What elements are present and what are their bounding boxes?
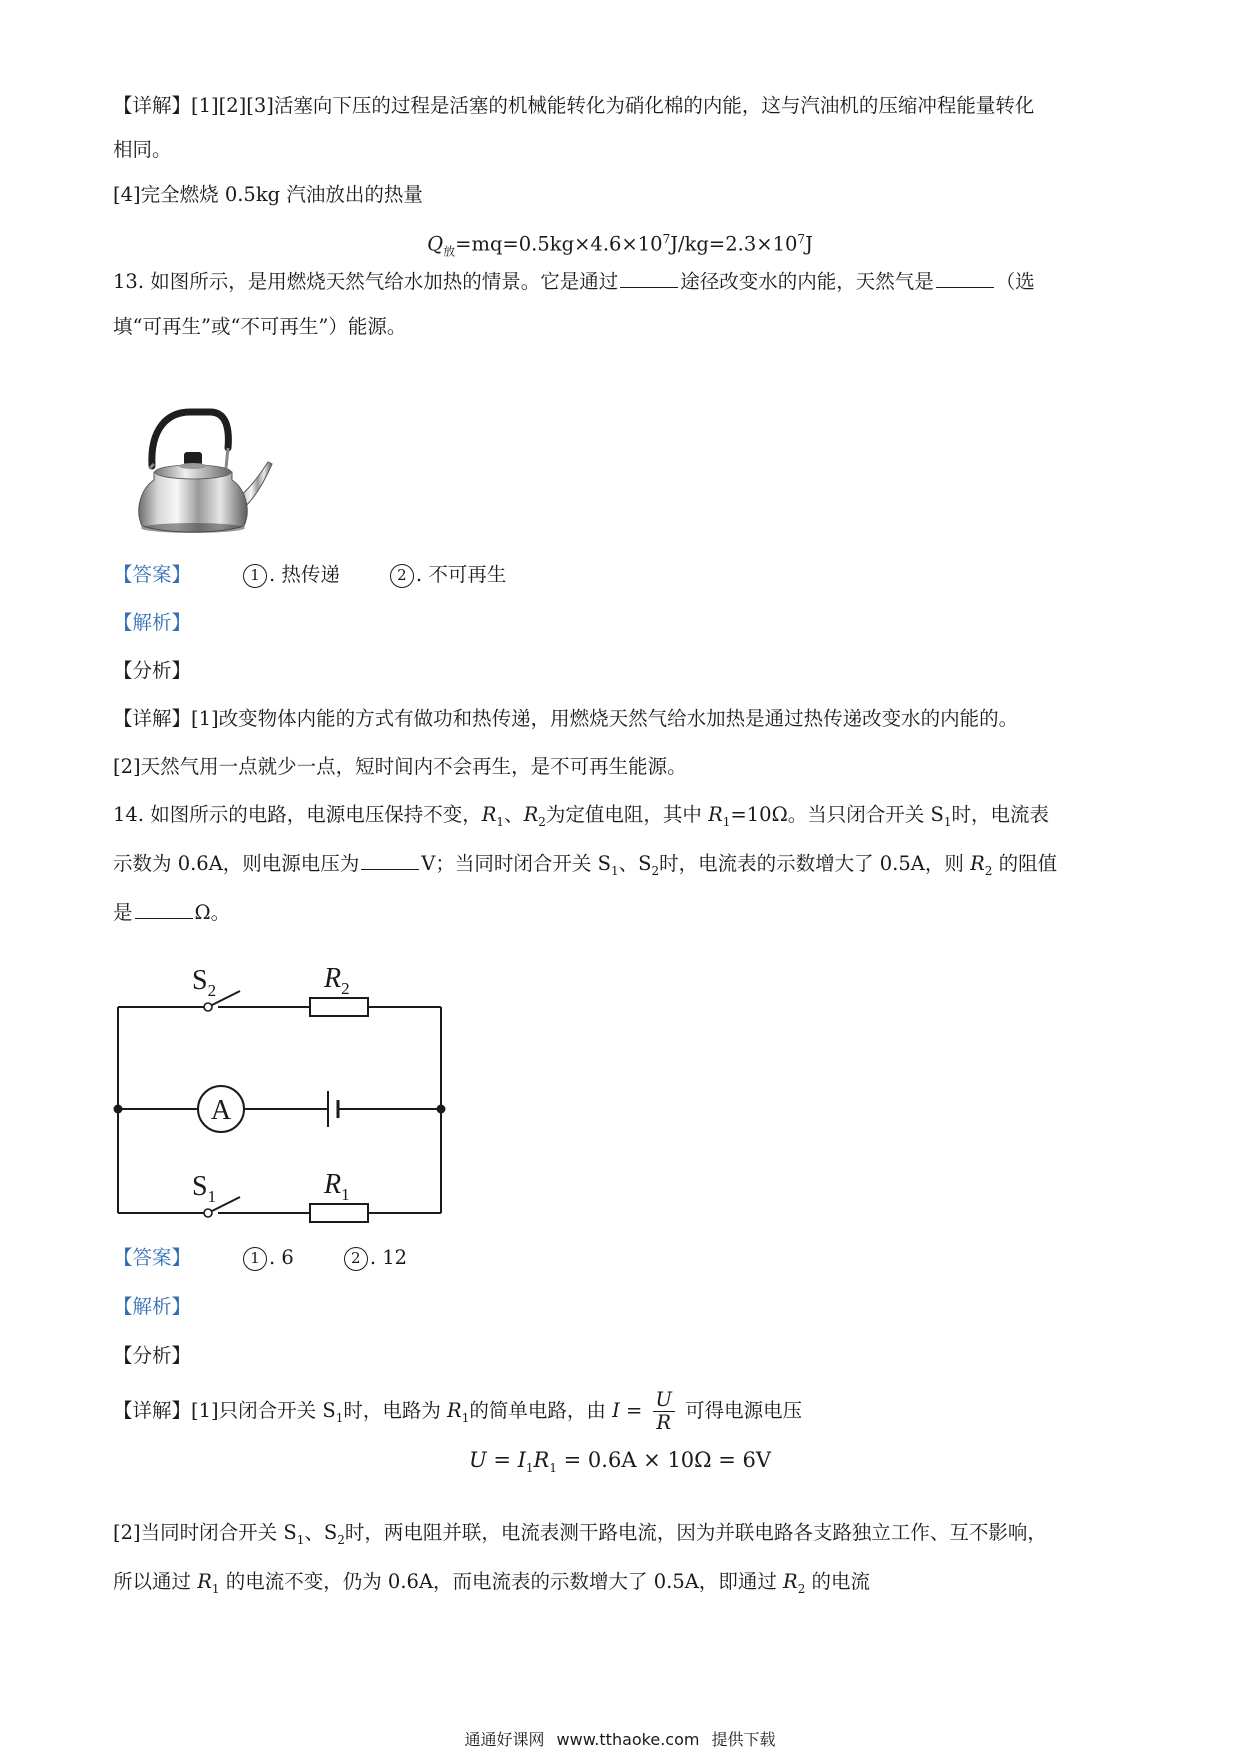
switch-s2-contact [204, 1003, 212, 1011]
detail-text: 时，两电阻并联，电流表测干路电流，因为并联电路各支路独立工作、互不影响， [344, 1521, 1047, 1544]
q13-answer-row [113, 561, 506, 589]
circled-number: 1 [243, 1247, 267, 1271]
detail-text: [1][2][3]活塞向下压的过程是活塞的机械能转化为硝化棉的内能，这与汽油机的压缩冲程能量转化 [191, 94, 1035, 117]
junction-right [437, 1105, 446, 1114]
footer-suffix: 提供下载 [711, 1730, 776, 1749]
detail-text: [1]改变物体内能的方式有做功和热传递，用燃烧天然气给水加热是通过热传递改变水的内能的。 [191, 707, 1019, 730]
answer-text: . 热传递 [269, 563, 340, 586]
q14-line3 [113, 899, 230, 927]
answer-text: . 12 [369, 1246, 408, 1269]
formula-end: J [805, 232, 813, 256]
s2-sub: 2 [337, 1532, 345, 1547]
q14-text-b: 为定值电阻，其中 [545, 803, 709, 826]
q14-analysis-tag: 【解析】 [113, 1295, 192, 1318]
answer-text: . 不可再生 [415, 563, 507, 586]
q13-blank-1 [620, 269, 678, 288]
detail-text: 可得电源电压 [678, 1399, 803, 1422]
detail-12-line3: [4]完全燃烧 0.5kg 汽油放出的热量 [113, 183, 423, 206]
ohm-law-fraction [653, 1389, 675, 1434]
r1-symbol: R [481, 803, 497, 826]
eq-r-sub: 1 [549, 1461, 557, 1476]
fraction-numerator: U [653, 1389, 675, 1412]
circled-number: 1 [243, 564, 267, 588]
q14-detail-3 [113, 1568, 870, 1603]
r2-symbol: R [970, 852, 985, 875]
q14-text-c: 、S [618, 852, 652, 875]
eq-i-sub: 1 [525, 1461, 534, 1476]
ohm-law-i: I [612, 1399, 620, 1422]
r2-symbol: R [783, 1570, 798, 1593]
detail-text: 时，电路为 [343, 1399, 448, 1422]
circled-number: 2 [344, 1247, 368, 1271]
q14-answer-2 [344, 1244, 407, 1272]
circled-number: 2 [390, 564, 414, 588]
s1-label: $S_1$ [192, 1171, 217, 1206]
r2-sub: 2 [538, 814, 546, 829]
s1-sub: 1 [296, 1532, 305, 1547]
detail-text: 的电流 [805, 1570, 871, 1593]
formula-exp1: 7 [662, 232, 671, 246]
s1-sub: 1 [610, 863, 619, 878]
detail-tag: 【详解】 [113, 707, 192, 730]
q14-line2 [113, 850, 1057, 885]
detail-text: 的电流不变，仍为 0.6A，而电流表的示数增大了 0.5A，即通过 [219, 1570, 784, 1593]
q13-text-c: （选 [995, 270, 1035, 293]
q13-analysis-tag: 【解析】 [113, 611, 192, 634]
q14-detail-2 [113, 1519, 1047, 1554]
formula-exp2: 7 [797, 232, 806, 246]
q14-text-a: 是 [113, 901, 133, 924]
q14-blank-2 [135, 900, 193, 919]
formula-mid2: J/kg=2.3×10 [670, 232, 798, 256]
q14-blank-1 [361, 851, 419, 870]
resistor-r2 [310, 998, 368, 1016]
s2-sub: 2 [651, 863, 660, 878]
switch-s1-contact [204, 1209, 212, 1217]
q13-text-a: 13. 如图所示，是用燃烧天然气给水加热的情景。它是通过 [113, 270, 619, 293]
detail-text: 的简单电路，由 [469, 1399, 613, 1422]
q14-answer-1 [243, 1244, 294, 1272]
q14-text-e: 的阻值 [992, 852, 1058, 875]
equals: = [619, 1399, 649, 1422]
formula-mid: =mq=0.5kg×4.6×10 [455, 232, 663, 256]
r2-label: $R_2$ [324, 963, 350, 998]
kettle-image [128, 408, 276, 538]
detail-tag: 【详解】 [113, 1399, 192, 1422]
separator: 、 [504, 803, 524, 826]
r2-sub: 2 [797, 1581, 806, 1596]
q14-text-a: 示数为 0.6A，则电源电压为 [113, 852, 360, 875]
junction-left [114, 1105, 123, 1114]
r1-sub: 1 [496, 814, 505, 829]
answer-tag: 【答案】 [113, 1246, 192, 1269]
r1-sub: 1 [211, 1581, 220, 1596]
formula-q-sub: 放 [443, 244, 456, 259]
q14-text-b: V；当同时闭合开关 S [421, 852, 611, 875]
answer-text: . 6 [269, 1246, 294, 1269]
q14-text-c: =10Ω。当只闭合开关 S [730, 803, 944, 826]
q14-text-d: 时，电流表 [951, 803, 1049, 826]
voltage-equation [0, 1446, 1240, 1482]
q13-detail-1 [113, 705, 1018, 733]
resistor-r1 [310, 1204, 368, 1222]
detail-12-line1 [113, 92, 1034, 120]
detail-tag: 【详解】 [113, 94, 192, 117]
detail-text: 、S [304, 1521, 338, 1544]
q14-text-a: 14. 如图所示的电路，电源电压保持不变， [113, 803, 482, 826]
s2-label: $S_2$ [192, 965, 217, 1000]
answer-tag: 【答案】 [113, 563, 192, 586]
page-footer [0, 1730, 1240, 1750]
q14-answer-row [113, 1244, 407, 1272]
circuit-diagram [110, 955, 450, 1230]
q13-answer-2 [390, 561, 506, 589]
r2-symbol: R [523, 803, 539, 826]
r1-symbol: R [708, 803, 723, 826]
s1-sub: 1 [335, 1410, 344, 1425]
r1-label: $R_1$ [324, 1169, 350, 1204]
q14-text-b: Ω。 [194, 901, 231, 924]
footer-url[interactable]: www.tthaoke.com [556, 1730, 700, 1749]
r1-sub: 1 [722, 814, 731, 829]
formula-q: Q [427, 232, 444, 256]
q13-blank-2 [936, 269, 994, 288]
detail-text: [2]当同时闭合开关 S [113, 1521, 297, 1544]
footer-site-name: 通通好课网 [464, 1730, 545, 1749]
q13-line2: 填“可再生”或“不可再生”）能源。 [113, 315, 407, 338]
detail-12-line2: 相同。 [113, 138, 172, 161]
r1-symbol: R [197, 1570, 212, 1593]
eq-equals: = [486, 1448, 518, 1472]
eq-r: R [533, 1448, 550, 1472]
detail-text: 所以通过 [113, 1570, 198, 1593]
q13-line1 [113, 268, 1035, 296]
s1-sub: 1 [943, 814, 952, 829]
q13-answer-1 [243, 561, 340, 589]
r2-sub: 2 [984, 863, 993, 878]
eq-u: U [468, 1448, 487, 1472]
q14-fenxi-tag: 【分析】 [113, 1344, 192, 1367]
heat-formula [0, 225, 1240, 265]
fraction-denominator: R [656, 1411, 672, 1434]
q14-text-d: 时，电流表的示数增大了 0.5A，则 [659, 852, 971, 875]
q14-line1 [113, 801, 1049, 836]
detail-text: [1]只闭合开关 S [191, 1399, 336, 1422]
q13-fenxi-tag: 【分析】 [113, 659, 192, 682]
q14-detail-1 [113, 1387, 802, 1442]
eq-rest: = 0.6A × 10Ω = 6V [556, 1448, 772, 1472]
r1-sub: 1 [461, 1410, 470, 1425]
q13-detail-2: [2]天然气用一点就少一点，短时间内不会再生，是不可再生能源。 [113, 755, 687, 778]
ammeter-label: A [210, 1095, 232, 1126]
q13-text-b: 途径改变水的内能，天然气是 [680, 270, 934, 293]
r1-symbol: R [447, 1399, 462, 1422]
eq-i: I [517, 1448, 526, 1472]
